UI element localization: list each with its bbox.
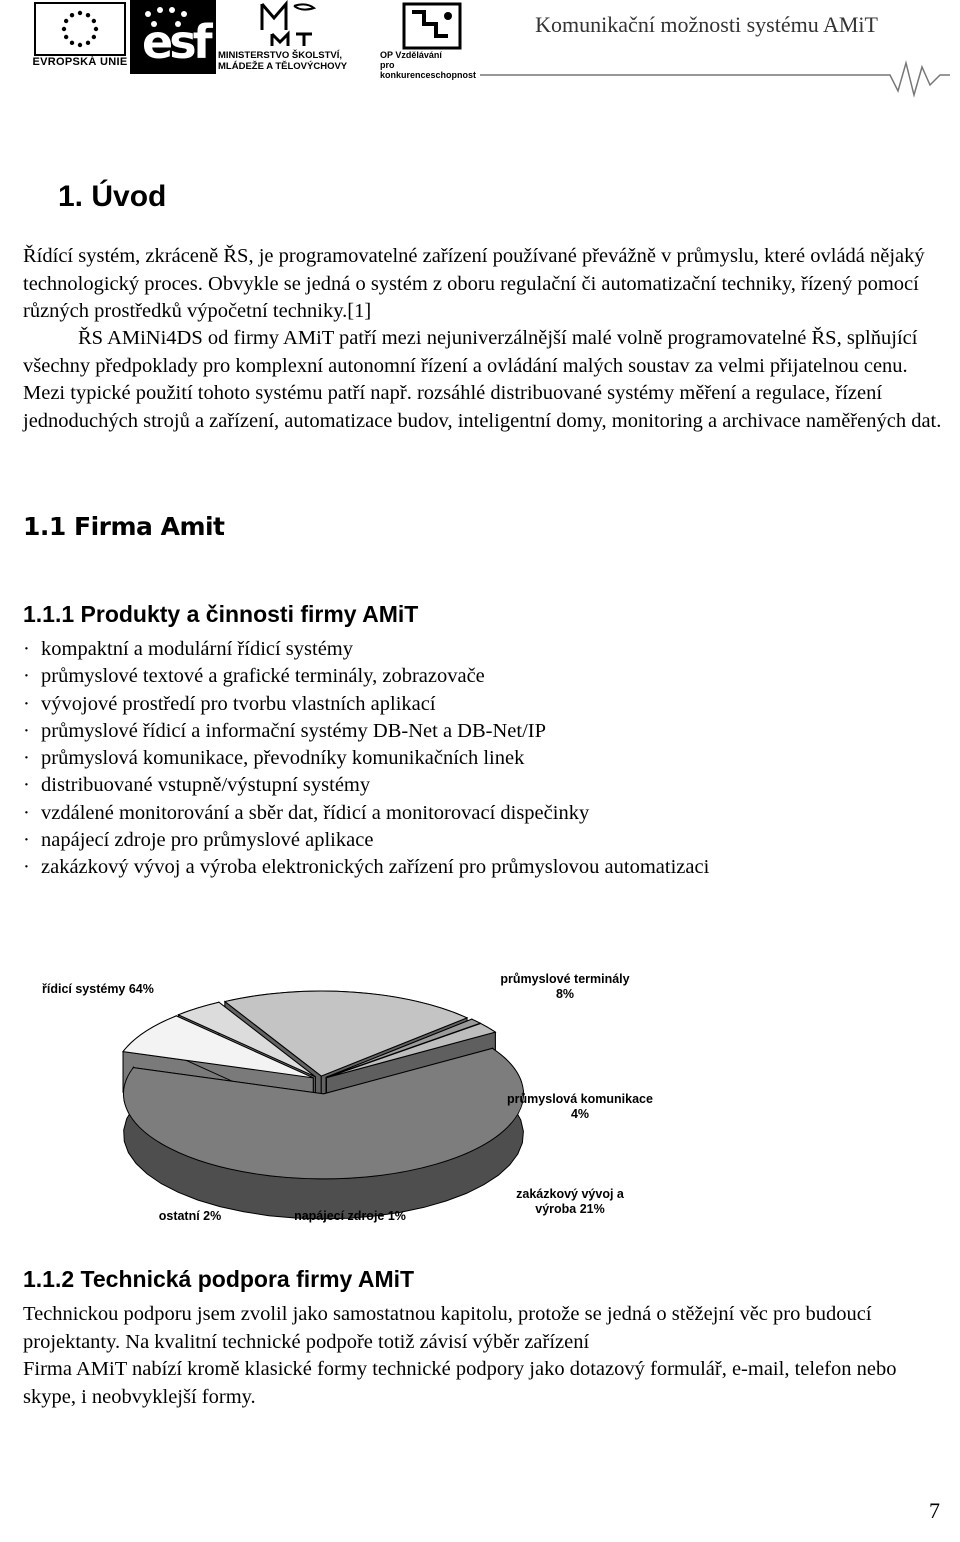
section-heading-produkty: 1.1.1 Produkty a činnosti firmy AMiT — [23, 601, 419, 627]
list-item: · vzdálené monitorování a sběr dat, řídicí a monitorovací dispečinky — [23, 800, 948, 827]
list-item: · zakázkový vývoj a výroba elektronických zařízení pro průmyslovou automatizaci — [23, 854, 948, 881]
list-item: · napájecí zdroje pro průmyslové aplikace — [23, 827, 948, 854]
bullet: · — [23, 692, 30, 715]
pie-slice-label: napájecí zdroje 1% — [294, 1209, 406, 1223]
list-item: · distribuované vstupně/výstupní systémy — [23, 772, 948, 799]
bullet: · — [23, 638, 30, 660]
bullet: · — [23, 665, 30, 688]
header-signal-line — [480, 55, 950, 105]
bullet: · — [23, 747, 30, 770]
op-vk-logo — [402, 2, 462, 50]
amini4ds-paragraph: ŘS AMiNi4DS od firmy AMiT patří mezi nejuniverzálnější malé volně programovatelné ŘS, splňující všechny předpoklady pro komplexní autonomní řízení a ovládání malých soustav za velmi přijatelnou cenu. Mezi typické použití tohoto systému patří např. rozsáhlé distribuované systémy měření a regulace, řízení jednoduchých strojů a zařízení, automatizace budov, inteligentní domy, monitoring a archivace naměřených dat. — [23, 327, 942, 432]
list-item: · průmyslové textové a grafické terminály, zobrazovače — [23, 663, 948, 690]
header-logos — [30, 0, 480, 78]
document-header-title: Komunikační možnosti systému AMiT — [535, 12, 878, 37]
bullet: · — [23, 856, 30, 879]
op-text-line2: pro konkurenceschopnost — [380, 60, 477, 80]
bullet: · — [23, 774, 30, 797]
op-text-line1: OP Vzdělávání — [380, 50, 442, 60]
section-heading-technicka-podpora: 1.1.2 Technická podpora firmy AMiT — [23, 1266, 415, 1292]
list-item: · vývojové prostředí pro tvorbu vlastních aplikací — [23, 691, 948, 718]
section-heading-uvod: 1. Úvod — [58, 180, 167, 213]
bullet: · — [23, 829, 30, 852]
page-number: 7 — [929, 1498, 940, 1523]
bullet: · — [23, 719, 30, 742]
msmt-text-line1: MINISTERSTVO ŠKOLSTVÍ, — [218, 50, 343, 61]
pie-slice-label: řídicí systémy 64% — [42, 982, 154, 996]
msmt-text — [218, 50, 347, 72]
pie-slice-label: průmyslová komunikace 4% — [507, 1092, 653, 1121]
esf-logo-text: esf — [142, 15, 209, 69]
eu-flag-logo — [34, 2, 126, 56]
msmt-text-line2: MLÁDEŽE A TĚLOVÝCHOVY — [218, 61, 348, 72]
support-paragraph: Technickou podporu jsem zvolil jako samostatnou kapitolu, protože se jedná o stěžejní věc pro budoucí projektanty. Na kvalitní technické podpoře totiž závisí výběr zařízení — [23, 1303, 872, 1353]
pie-slice-label: ostatní 2% — [158, 1209, 222, 1223]
intro-paragraph: Řídící systém, zkráceně ŘS, je programovatelné zařízení používané převážně v průmyslu, které ovládá nějaký technologický proces. Obvykle se jedná o systém z oboru regulační či automatizační techniky, řízený pomocí různých prostředků výpočetní techniky.[1] — [23, 245, 925, 322]
op-text — [380, 50, 480, 80]
pie-slice-label: zakázkový vývoj a výroba 21% — [516, 1187, 624, 1216]
bullet: · — [23, 801, 30, 824]
list-item: · kompaktní a modulární řídicí systémy — [23, 636, 948, 663]
list-item: · průmyslová komunikace, převodníky komunikačních linek — [23, 745, 948, 772]
products-pie-chart — [20, 945, 653, 1235]
support-paragraph-2: Firma AMiT nabízí kromě klasické formy technické podpory jako dotazový formulář, e-mail, telefon nebo skype, i neobvyklejší formy. — [23, 1358, 897, 1408]
pie-slice-label: průmyslové terminály 8% — [500, 972, 630, 1001]
products-list — [23, 636, 948, 882]
msmt-logo — [258, 0, 324, 48]
list-item: · průmyslové řídicí a informační systémy DB-Net a DB-Net/IP — [23, 718, 948, 745]
section-heading-firma-amit: 1.1 Firma Amit — [23, 512, 225, 541]
eu-label: EVROPSKÁ UNIE — [32, 56, 128, 68]
